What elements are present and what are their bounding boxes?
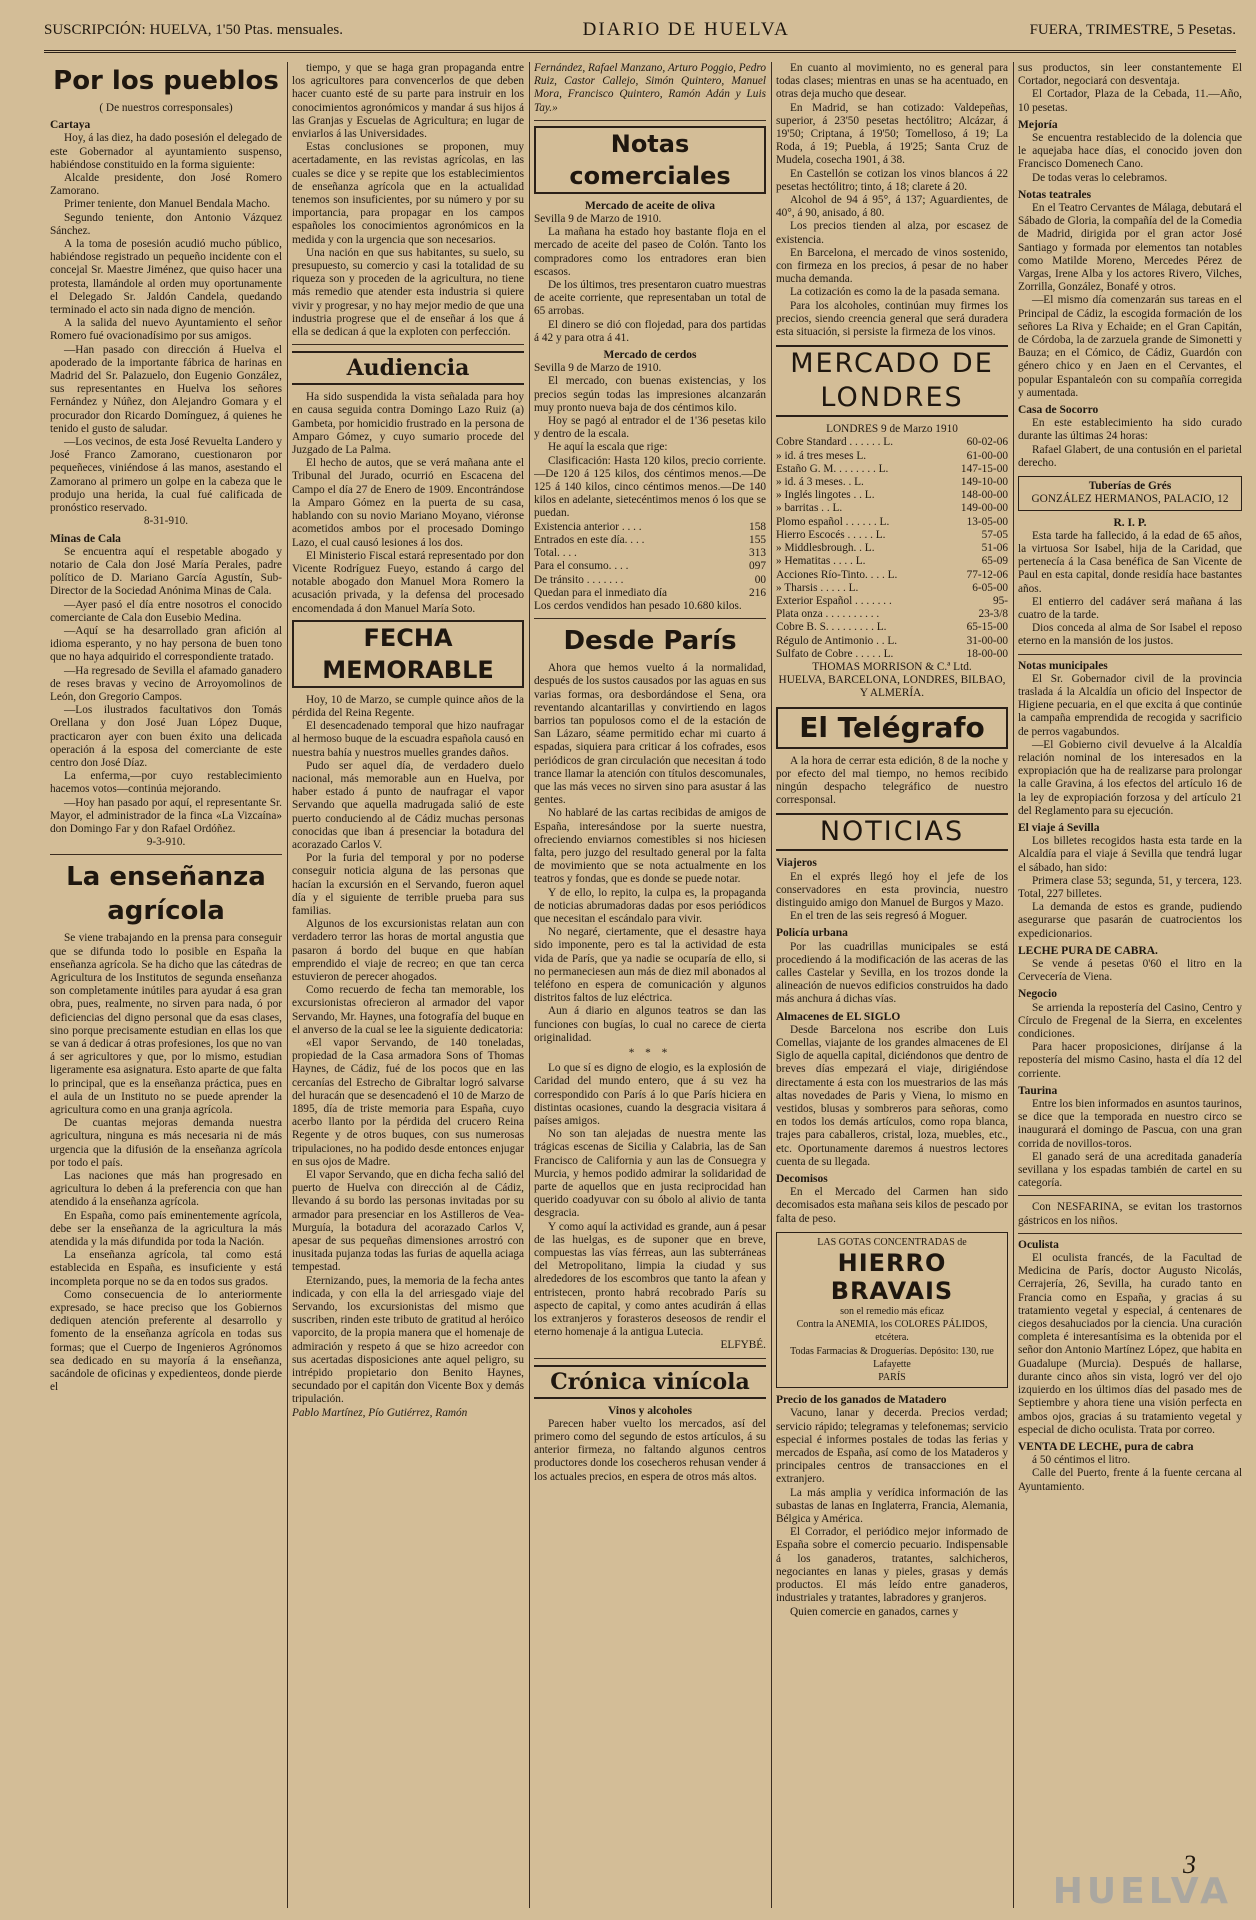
subheading: Cartaya <box>50 119 91 132</box>
paragraph: De los últimos, tres presentaron cuatro muestras de aceite corriente, que representaban un total de 65 arrobas. <box>534 279 766 318</box>
paragraph: Parecen haber vuelto los mercados, así del primero como del segundo de estos artículos, á su anterior firmeza, no faltando algunos centros productores donde los cosecheros rehusan vender á los actuales precios, en espera de otros más altos. <box>534 1417 766 1483</box>
paragraph: De cuantas mejoras demanda nuestra agricultura, ninguna es más necesaria ni de más urgencia que la difusión de la enseñanza agrícola por todo el país. <box>50 1117 282 1169</box>
table-cell: Total. . . . <box>534 547 577 560</box>
table-cell: Plomo español . . . . . . L. <box>776 515 890 528</box>
paragraph: En el tren de las seis regresó á Moguer. <box>790 910 968 923</box>
paragraph: He aquí la escala que rige: <box>548 441 668 454</box>
paragraph: —Aquí se ha desarrollado gran afición al idioma esperanto, y no hay persona de buen tono que no haya adquirido el correspondiente tratado. <box>50 624 282 664</box>
paragraph: Estas conclusiones se proponen, muy acertadamente, en las revistas agrícolas, en las cuales se dice y se repite que los establecimientos de enseñanza agrícola que en la actualidad tenemos son insuficientes, por su número y por su importancia, para propagar en los campos españoles los conocimientos agronómicos en la medida y con la urgencia que son necesarios. <box>292 141 524 246</box>
table-cell: 155 <box>749 533 766 546</box>
column-4 <box>776 62 1008 1908</box>
table-cell: Cobre Standard . . . . . . L. <box>776 436 894 449</box>
paragraph: En Barcelona, el mercado de vinos sostenido, con firmeza en los precios, á pesar de no haber mucha demanda. <box>776 246 1008 286</box>
table-row <box>776 502 1008 515</box>
paragraph: sus productos, sin leer constantemente El Cortador, negociará con desventaja. <box>1018 62 1242 88</box>
table-cell: 13-05-00 <box>966 515 1008 528</box>
table-cell: Hierro Escocés . . . . . L. <box>776 528 886 541</box>
table-row <box>534 547 766 560</box>
table-row <box>776 582 1008 595</box>
column-5 <box>1018 62 1242 1908</box>
table-row <box>776 569 1008 582</box>
centered-line: LONDRES 9 de Marzo 1910 <box>826 423 958 436</box>
ad-line: Tuberías de Grés <box>1088 480 1172 493</box>
paragraph: El hecho de autos, que se verá mañana ante el Tribunal del Jurado, ocurrió en Escacena del Campo el día 27 de Enero de 1909. Encontrándose la Amparo Gómez en la puerta de su casa, hablando con su novio Mariano Moyano, viéronse acometidos ambos por el procesado Domingo Lazo, el cual causó lesiones á los dos. <box>292 457 524 549</box>
table-row <box>534 521 766 534</box>
table-cell: Régulo de Antimonio . . L. <box>776 634 898 647</box>
divider <box>534 1358 766 1359</box>
subscription-local: SUSCRIPCIÓN: HUELVA, 1'50 Ptas. mensuales. <box>44 21 343 38</box>
ad-line: Todas Farmacias & Droguerías. Depósito: 130, rue Lafayette <box>790 1345 994 1370</box>
table-cell: » id. á 3 meses. . L. <box>776 476 864 489</box>
table-cell: Exterior Español . . . . . . . <box>776 594 892 607</box>
centered-line: 8-31-910. <box>143 515 189 528</box>
divider <box>292 344 524 345</box>
table-cell: 57-05 <box>981 528 1008 541</box>
table-cell: 158 <box>749 520 766 533</box>
column-3 <box>534 62 766 1908</box>
subheading: El viaje á Sevilla <box>1018 821 1100 834</box>
subheading: Mercado de aceite de oliva <box>584 199 716 212</box>
ornament: * * * <box>628 1047 672 1059</box>
paragraph: Rafael Glabert, de una contusión en el parietal derecho. <box>1018 443 1242 469</box>
divider <box>1018 1195 1242 1196</box>
paragraph: El mercado, con buenas existencias, y los precios según todas las impresiones alcanzarán muy pronto nueva baja de dos céntimos kilo. <box>534 375 766 414</box>
subheading: R. I. P. <box>1113 516 1147 529</box>
paragraph: Primera clase 53; segunda, 51, y tercera, 123. Total, 227 billetes. <box>1018 874 1242 900</box>
paragraph: La enferma,—por cuyo restablecimiento hacemos votos—continúa mejorando. <box>50 770 282 796</box>
table-row <box>776 595 1008 608</box>
table-cell: 216 <box>749 586 766 599</box>
subheading: Notas teatrales <box>1018 188 1092 201</box>
table-row <box>776 529 1008 542</box>
paragraph: Los cerdos vendidos han pesado 10.680 kilos. <box>534 599 742 612</box>
table-cell: 23-3/8 <box>978 608 1008 621</box>
table-cell: 51-06 <box>981 542 1008 555</box>
paragraph: —El Gobierno civil devuelve á la Alcaldía relación nominal de los interesados en la expropiación que ha de realizarse para prolongar la calle Gravina, á los efectos del artículo 16 de la ley de expropiación forzosa y del artículo 21 del Reglamento para su ejecución. <box>1018 738 1242 817</box>
table-cell: 65-09 <box>981 555 1008 568</box>
centered-line: HUELVA, BARCELONA, LONDRES, BILBAO, Y ALMERÍA. <box>778 674 1006 700</box>
section-heading: Crónica vinícola <box>534 1365 766 1399</box>
paragraph: Sevilla 9 de Marzo de 1910. <box>534 362 662 375</box>
table-row <box>776 542 1008 555</box>
paragraph: Las naciones que más han progresado en agricultura lo deben á la preferencia con que han atendido á la enseñanza agrícola. <box>50 1170 282 1209</box>
ad-line: GONZÁLEZ HERMANOS, PALACIO, 12 <box>1031 493 1229 506</box>
paragraph: Una nación en que sus habitantes, su suelo, su presupuesto, su comercio y casi la totalidad de su riqueza son y proceden de la agricultura, no tiene más remedio que atender esta industria si quiere vivir y progresar, y no hay mejor medio de que una industria progrese que el de enseñar á los que á ella se dedican á que la exploten con perfección. <box>292 246 524 339</box>
paragraph: Lo que sí es digno de elogio, es la explosión de Caridad del mundo entero, que á su vez ha correspondido con París á lo que París hiciera en distintas ocasiones, cuando la desgracia visitara á países amigos. <box>534 1062 766 1128</box>
paragraph: Se arrienda la repostería del Casino, Centro y Círculo de Fregenal de la Sierra, en excelentes condiciones. <box>1018 1001 1242 1041</box>
table-row <box>534 574 766 587</box>
table-cell: 77-12-06 <box>966 568 1008 581</box>
signature: ELFYBÉ. <box>720 1339 766 1352</box>
table-cell: » id. á tres meses L. <box>776 449 867 462</box>
table-cell: Existencia anterior . . . . <box>534 520 642 533</box>
paragraph: Esta tarde ha fallecido, á la edad de 65 años, la virtuosa Sor Isabel, hija de la Caridad, que pertenecía á la Casa benéfica de San Vicente de Paul en esta capital, donde residía hace bastantes años. <box>1018 529 1242 595</box>
paragraph: Clasificación: Hasta 120 kilos, precio corriente.—De 120 á 125 kilos, dos céntimos menos.—De 125 á 140 kilos, cinco céntimos menos.—De 140 kilos en adelante, sietecéntimos menos ó los que se puedan. <box>534 454 766 520</box>
paragraph: Como recuerdo de fecha tan memorable, los excursionistas ofrecieron al armador del vapor Servando, Mr. Haynes, una fotografía del buque en el anverso de la cual se lee la siguiente dedicatoria: <box>292 984 524 1036</box>
paragraph: —Ayer pasó el día entre nosotros el conocido comerciante de Cala don Eusebio Medina. <box>50 598 282 624</box>
paragraph: No son tan alejadas de nuestra mente las trágicas escenas de Sicilia y Calabria, las de San Francisco de California y aun las de Consuegra y Murcia, y hemos podido admirar la solidaridad de parte de aquellos que en justa reciprocidad han querido coadyuvar con su óbolo al alivio de tanta desgracia. <box>534 1128 766 1220</box>
ad-line: HIERRO BRAVAIS <box>830 1249 954 1306</box>
table-row <box>776 489 1008 502</box>
paragraph: Desde Barcelona nos escribe don Luis Comellas, viajante de los grandes almacenes de El Siglo de aquella capital, diciéndonos que dentro de breves días empezará el viaje, dirigiéndose directamente á esta con los muestrarios de las más altas novedades de Paris y Viena, lo mismo en vestidos, blusas y sombreros para señoras, como en todos los demás artículos, como ropa blanca, trajes para caballeros, cristal, loza, muebles, etc., etc. Oportunamente daremos á nuestros lectores cuenta de su llegada. <box>776 1023 1008 1168</box>
section-heading: Desde París <box>563 626 737 657</box>
paragraph: De todas veras lo celebramos. <box>1032 171 1168 184</box>
divider <box>534 618 766 619</box>
paragraph: En el exprés llegó hoy el jefe de los conservadores en esta provincia, nuestro distinguido amigo don Manuel de Burgos y Mazo. <box>776 870 1008 909</box>
table-cell: 95- <box>992 594 1008 607</box>
paragraph: No negaré, ciertamente, que el desastre haya sido imponente, pero es tal la actividad de esta vida de París, que ya nadie se ocuparía de ello, si no permaneciesen aun más de diez mil abonados al teléfono en espera de comunicación y algunos distritos faltos de luz eléctrica. <box>534 926 766 1005</box>
paragraph: Y de ello, lo repito, la culpa es, la propaganda de noticias abrumadoras dadas por esos periódicos que necesitan el escándalo para vivir. <box>534 886 766 925</box>
section-heading: Audiencia <box>292 351 524 385</box>
paragraph: Dios conceda al alma de Sor Isabel el reposo eterno en la mansión de los justos. <box>1018 622 1242 648</box>
table-cell: 65-15-00 <box>966 621 1008 634</box>
table-row <box>776 608 1008 621</box>
paragraph: Se vende á pesetas 0'60 el litro en la Cervecería de Viena. <box>1018 958 1242 984</box>
paragraph: Alcalde presidente, don José Romero Zamorano. <box>50 172 282 198</box>
paragraph: El entierro del cadáver será mañana á las cuatro de la tarde. <box>1018 595 1242 621</box>
table-cell: » Inglés lingotes . . L. <box>776 489 875 502</box>
subheading: LECHE PURA DE CABRA. <box>1018 944 1158 957</box>
subscription-outside: FUERA, TRIMESTRE, 5 Pesetas. <box>1029 21 1236 38</box>
paragraph: —Hoy han pasado por aquí, el representante Sr. Mayor, el administrador de la finca «La Vizcaína» don Domingo Far y don Rafael Ordóñez. <box>50 796 282 835</box>
table-row <box>776 450 1008 463</box>
table-cell: 148-00-00 <box>960 489 1008 502</box>
table-cell: Acciones Río-Tinto. . . . L. <box>776 568 898 581</box>
ad-line: PARÍS <box>878 1372 906 1384</box>
section-heading: El Telégrafo <box>776 707 1008 749</box>
table-cell: Sulfato de Cobre . . . . . L. <box>776 647 894 660</box>
table-row <box>776 555 1008 568</box>
divider <box>534 120 766 121</box>
paragraph: Pudo ser aquel día, de verdadero duelo nacional, más memorable aun en Huelva, por haber estado á punto de naufragar el vapor Servando que aquella madrugada salió de este puerto conduciendo al de Cádiz muchas personas conocidas que iban á presenciar la botadura del acorazado Carlos V. <box>292 759 524 851</box>
table-row <box>776 463 1008 476</box>
paragraph: En el Mercado del Carmen han sido decomisados esta mañana seis kilos de pescado por falta de peso. <box>776 1186 1008 1225</box>
paragraph: Aun á diario en algunos teatros se dan las funciones con bugías, lo cual no carece de cierta originalidad. <box>534 1005 766 1044</box>
paragraph: Eternizando, pues, la memoria de la fecha antes indicada, y con ella la del arriesgado viaje del Servando, los excursionistas del mismo que suscriben, rinden este tributo de gratitud al heróico vaporcito, de la propia manera que el homenaje de admiración y respeto á que se hizo acreedor con sus acertadas disposiciones ante aquel peligro, su intrépido propietario don Benito Haynes, secundado por el capitán don Vicente Box y demás tripulación. <box>292 1274 524 1406</box>
table-cell: 31-00-00 <box>966 634 1008 647</box>
paragraph: Se viene trabajando en la prensa para conseguir que se difunda todo lo posible en España la enseñanza agrícola. Se ha dicho que las cátedras de Agricultura de los Institutos de segunda enseñanza son completamente inútiles para ayudar á esa gran obra, pues, realmente, no sirven para nada, ó por deficiencias del digno personal que da esas clases, sino porque precisamente estudian en ellas los que se van á dedicar á otras profesiones, los que no van á ser agricultores y que, por lo mismo, estudian ligeramente esa asignatura. Esto aparte de que falta lo principal, que es la enseñanza práctica, pues en el aula de un Instituto no se puede aprender la agricultura como en una granja agrícola. <box>50 932 282 1117</box>
column-rule <box>771 62 772 1908</box>
paragraph: A la hora de cerrar esta edición, 8 de la noche y por efecto del mal tiempo, no hemos recibido ningún despacho telegráfico de nuestro corresponsal. <box>776 754 1008 807</box>
page-number: 3 <box>1183 1850 1196 1879</box>
column-rule <box>1013 62 1014 1908</box>
column-rule <box>529 62 530 1908</box>
paragraph: La mañana ha estado hoy bastante floja en el mercado de aceite del paseo de Colón. Tanto los compradores como los entradores eran bien escasos. <box>534 226 766 278</box>
paragraph: Segundo teniente, don Antonio Vázquez Sánchez. <box>50 211 282 237</box>
section-heading: MERCADO DE LONDRES <box>776 345 1008 417</box>
advertisement-box <box>1018 476 1242 510</box>
section-heading: La enseñanza agrícola <box>66 862 266 927</box>
paragraph: Primer teniente, don Manuel Bendala Macho. <box>64 198 271 211</box>
subheading: Oculista <box>1018 1238 1059 1251</box>
divider <box>1018 1233 1242 1234</box>
subheading: Vinos y alcoholes <box>608 1404 692 1417</box>
table-cell: Entrados en este día. . . . <box>534 533 645 546</box>
paragraph: Y como aquí la actividad es grande, aun á pesar de las huelgas, es de suponer que en breve, compuestas las vías férreas, aun las subterráneas del Metropolitano, limpia la ciudad y sus alrededores de los escombros que tanto la afean y entristecen, pronto habrá recobrado París su aspecto de capital, y como antes acudirán á ellas los extranjeros y forasteros deseosos de rendir el eterno homenaje á la antigua Lutecia. <box>534 1220 766 1339</box>
table-row <box>776 436 1008 449</box>
table-cell: Cobre B. S. . . . . . . . . L. <box>776 621 887 634</box>
paragraph: No hablaré de las cartas recibidas de amigos de España, interesándose por la suerte nuestra, ofreciendo enviarnos comestibles si nos hiciesen falta, pero juzgo del resultado general por la falta de movimiento que se nota actualmente en los teatros y fondas, que es donde se puede notar. <box>534 807 766 886</box>
paragraph: Se encuentra aquí el respetable abogado y notario de Cala don José María Perales, padre político de D. Mariano García Agustín, Sub-Director de la Sociedad Anónima Minas de Cala. <box>50 545 282 598</box>
table-cell: » Middlesbrough. . L. <box>776 542 875 555</box>
table-cell: 149-00-00 <box>960 502 1008 515</box>
subheading: Taurina <box>1018 1084 1058 1097</box>
table-cell: Quedan para el inmediato día <box>534 586 667 599</box>
paragraph: Entre los bien informados en asuntos taurinos, se dice que la temporada en nuestro circo se inaugurará el domingo de Pascua, con una gran corrida de novillos-toros. <box>1018 1098 1242 1150</box>
table-cell: Estaño G. M. . . . . . . . L. <box>776 462 889 475</box>
paragraph: Sevilla 9 de Marzo de 1910. <box>534 213 662 226</box>
paragraph: Para hacer proposiciones, diríjanse á la repostería del mismo Casino, hasta el día 12 del corriente. <box>1018 1041 1242 1080</box>
paragraph: —Ha regresado de Sevilla el afamado ganadero de reses bravas y vecino de Arroyomolinos de León, don Gregorio Campos. <box>50 664 282 703</box>
centered-line: 9-3-910. <box>146 836 186 849</box>
subheading: Policía urbana <box>776 927 848 940</box>
paragraph: Los precios tienden al alza, por escasez de existencia. <box>776 220 1008 246</box>
subheading: Precio de los ganados de Matadero <box>776 1394 947 1407</box>
table-cell: 313 <box>749 547 766 560</box>
divider <box>1018 654 1242 655</box>
table-cell: » barritas . . L. <box>776 502 843 515</box>
subheading: Almacenes de EL SIGLO <box>776 1010 901 1023</box>
section-heading: Por los pueblos <box>53 66 279 96</box>
signatories: Pablo Martínez, Pío Gutiérrez, Ramón <box>292 1406 468 1419</box>
centered-line: THOMAS MORRISON & C.ª Ltd. <box>812 660 972 673</box>
paragraph: Hoy, á las diez, ha dado posesión el delegado de este Gobernador al ayuntamiento suspenso, habiéndose constituido en la forma siguiente: <box>50 132 282 171</box>
table-row <box>776 635 1008 648</box>
paragraph: —Los ilustrados facultativos don Tomás Orellana y don José Juan López Duque, practicaron ayer con buen éxito una delicada operación á la esposa del comerciante de este centro don José Díaz. <box>50 704 282 769</box>
paragraph: En cuanto al movimiento, no es general para todas clases; mientras en unas se ha acentuado, en otras deja mucho que desear. <box>776 62 1008 101</box>
paragraph: La demanda de estos es grande, pudiendo asegurarse que pasarán de cuatrocientos los expedicionarios. <box>1018 901 1242 940</box>
paragraph: Por la furia del temporal y por no poderse conseguir noticia alguna de las personas que hacían la excursión en el Servando, fueron aquel día y el siguiente de terrible prueba para sus familias. <box>292 852 524 917</box>
subheading: Mejoría <box>1018 118 1058 131</box>
table-cell: 18-00-00 <box>966 647 1008 660</box>
table-cell: 00 <box>754 573 766 586</box>
ad-line: son el remedio más eficaz <box>840 1306 944 1318</box>
paragraph: Por las cuadrillas municipales se está procediendo á la modificación de las aceras de las calles Castelar y Sevilla, en los trozos donde la alineación de nuevos edificios construidos ha dado más anchura á dichas vías. <box>776 940 1008 1006</box>
table-cell: » Hematitas . . . . L. <box>776 555 866 568</box>
column-2 <box>292 62 524 1908</box>
table-row <box>776 621 1008 634</box>
paragraph: Con NESFARINA, se evitan los trastornos gástricos en los niños. <box>1018 1201 1242 1227</box>
column-rule <box>287 62 288 1908</box>
archive-watermark: HUELVA <box>1052 1871 1232 1912</box>
table-cell: 6-05-00 <box>972 581 1008 594</box>
paragraph: En este establecimiento ha sido curado durante las últimas 24 horas: <box>1018 417 1242 443</box>
paragraph: Se encuentra restablecido de la dolencia que le aquejaba hace días, el conocido joven don Francisco Domenech Cano. <box>1018 132 1242 171</box>
paragraph: El vapor Servando, que en dicha fecha salió del puerto de Huelva con dirección al de Cádiz, llevando á su bordo las personas invitadas por su armador para presenciar en los Astilleros de Vea-Murguía, la botadura del acorazado Carlos V, apesar de sus pequeñas dimensiones arrostró con inusitada pujanza todas las furias de aquella aciaga tempestad. <box>292 1169 524 1274</box>
table-cell: 147-15-00 <box>960 462 1008 475</box>
paragraph: Calle del Puerto, frente á la fuente cercana al Ayuntamiento. <box>1018 1467 1242 1493</box>
centered-line: ( De nuestros corresponsales) <box>99 102 233 114</box>
paragraph: Quien comercie en ganados, carnes y <box>790 1605 959 1618</box>
table-cell: 60-02-06 <box>966 436 1008 449</box>
paragraph: Para los alcoholes, continúan muy firmes los precios, siendo creencia general que será duradera esta situación, si persiste la firmeza de los vinos. <box>776 299 1008 339</box>
table-row <box>776 516 1008 529</box>
subheading: Mercado de cerdos <box>603 349 697 362</box>
subheading: Negocio <box>1018 988 1057 1001</box>
paragraph: El ganado será de una acreditada ganadería sevillana y los espadas también de cartel en su categoría. <box>1018 1150 1242 1190</box>
column-1 <box>50 62 282 1908</box>
table-row <box>776 476 1008 489</box>
paragraph: Como consecuencia de lo anteriormente expresado, se hace preciso que los Gobiernos dediquen atención preferente al desarrollo y fomento de la enseñanza agrícola en todas sus formas; que el Cuerpo de Ingenieros Agrónomos sea dedicado en su mayoría á la enseñanza, sacándole de oficinas y expedienteos, donde pierde el <box>50 1288 282 1394</box>
table-cell: Plata onza . . . . . . . . . . <box>776 608 880 621</box>
paragraph: —Los vecinos, de esta José Revuelta Landero y José Franco Zamorano, cuestionaron por pequeñeces, viniéndose á las manos, asestando el Zamorano al primero un golpe en la cabeza que le produjo una herida, la cual fué calificada de pronóstico reservado. <box>50 436 282 515</box>
paragraph: La más amplia y verídica información de las subastas de lanas en Inglaterra, Francia, Alemania, Bélgica y América. <box>776 1486 1008 1526</box>
subheading: VENTA DE LECHE, pura de cabra <box>1018 1440 1194 1453</box>
masthead <box>44 10 1236 53</box>
paragraph: En Castellón se cotizan los vinos blancos á 22 pesetas hectólitro; tinto, á 18; clarete á 20. <box>776 167 1008 193</box>
section-heading: Notas comerciales <box>534 126 766 194</box>
divider <box>50 854 282 855</box>
paragraph: Vacuno, lanar y decerda. Precios verdad; servicio rápido; telegramas y telefonemas; servicio especial é informes postales de todas las ferias y mercados de España, así como de los Mataderos y principales centros de transacciones en el extranjero. <box>776 1407 1008 1486</box>
paragraph: —El mismo día comenzarán sus tareas en el Principal de Cádiz, la escogida formación de los señores La Riva y Echaide; en el Gran Capitán, de Córdoba, la de zarzuela grande de Simonetti y Bauza; en el Cómico, de Cádiz, Guardón con género chico y en Jaen en el Cervantes, el popular Espantaleón con su compañía corregida y aumentada. <box>1018 294 1242 399</box>
signatories: Fernández, Rafael Manzano, Arturo Poggio, Pedro Ruiz, Castor Callejo, Simón Quintero, Manuel Mora, Francisco Quintero, Ramón Adán y Luis Tay.» <box>534 62 766 114</box>
subheading: Casa de Socorro <box>1018 404 1099 417</box>
ad-line: Contra la ANEMIA, los COLORES PÁLIDOS, etcétera. <box>796 1319 988 1344</box>
paragraph: —Han pasado con dirección á Huelva el apoderado de la importante fábrica de harinas en Madrid del Sr. Palazuelo, don Eugenio González, sus representantes en Huelva los señores Fernández y Núñez, don Alejandro Gomara y el procurador don Ricardo Domínguez, á quienes he tenido el gusto de saludar. <box>50 343 282 435</box>
table-cell: 149-10-00 <box>960 476 1008 489</box>
paragraph: «El vapor Servando, de 140 toneladas, propiedad de la Casa armadora Sons of Thomas Haynes, de Cádiz, fué de los pocos que en las cercanías del Estrecho de Gibraltar logró salvarse del huracán que se desencadenó el 10 de Marzo de 1895, día de triste memoria para España, cuyo acerbo llanto por la pérdida del crucero Reina Regente y de otros buques, con sus numerosas tripulaciones, no ha podido desde entonces enjugar en sus ojos de Madre. <box>292 1037 524 1168</box>
paragraph: Hoy, 10 de Marzo, se cumple quince años de la pérdida del Reina Regente. <box>292 693 524 719</box>
subheading: Viajeros <box>776 857 817 870</box>
paragraph: Los billetes recogidos hasta esta tarde en la Alcaldía para el viaje á Sevilla que tendrá lugar el sábado, han sido: <box>1018 835 1242 874</box>
table-row <box>534 560 766 573</box>
paragraph: Ha sido suspendida la vista señalada para hoy en causa seguida contra Domingo Lazo Ruiz (a) Gambeta, por homicidio frustrado en la persona de Amparo Gómez, y cuyo sumario procede del Juzgado de La Palma. <box>292 391 524 457</box>
table-row <box>534 534 766 547</box>
paragraph: Alcohol de 94 á 95°, á 137; Aguardientes, de 40°, á 90, anisado, á 80. <box>776 194 1008 220</box>
table-cell: Para el consumo. . . . <box>534 560 629 573</box>
paragraph: El oculista francés, de la Facultad de Medicina de París, doctor Augusto Nicolás, Cerrajería, 26, Sevilla, ha curado tanto en Francia como en España, y gracias á su tratamiento vegetal y especial, á centenares de ciegos desahuciados por la ciencia. Una curación completa é interesantísima es la obtenida por el señor don Antonio Martínez López, que habita en Guadalupe (Murcia). Después de hallarse, durante cinco años sin vista, logró ver del ojo izquierdo en los últimos días del pasado mes de Septiembre y ahora tiene una visión perfecta en ambos ojos, gracias á su tratamiento vegetal y especial de dicho oculista. Trata por correo. <box>1018 1252 1242 1436</box>
table-cell: » Tharsis . . . . . L. <box>776 581 859 594</box>
paragraph: La enseñanza agrícola, tal como está establecida en España, es insuficiente y está incompleta porque no se da en todos sus grados. <box>50 1249 282 1288</box>
section-heading: NOTICIAS <box>776 813 1008 851</box>
table-row <box>776 648 1008 661</box>
section-heading: FECHA MEMORABLE <box>292 620 524 688</box>
subheading: Decomisos <box>776 1173 828 1186</box>
table-row <box>534 587 766 600</box>
paragraph: tiempo, y que se haga gran propaganda entre los agricultores para convencerlos de que deben hacer cuanto esté de su parte para instruir en los conocimientos agronómicos y mandar á sus hijos á las Granjas y Escuelas de Agricultura; en lugar de enviarlos á las Universidades. <box>292 62 524 141</box>
paragraph: A la toma de posesión acudió mucho público, habiéndose registrado un pequeño incidente con el concejal Sr. Maestre Jiménez, que quiso hacer una protesta, llamándole al orden muy oportunamente el Delegado Sr. Jaldón Candela, quedando terminado el acto sin nada digno de mención. <box>50 238 282 317</box>
paragraph: En Madrid, se han cotizado: Valdepeñas, superior, á 23'50 pesetas hectólitro; Alcázar, á 19'50; Criptana, á 19'50; Tomelloso, á 19; La Roda, á 19; Puebla, á 19'25; Santa Cruz de Mudela, cosecha 1901, á 38. <box>776 101 1008 167</box>
paragraph: á 50 céntimos el litro. <box>1032 1454 1131 1467</box>
paragraph: Algunos de los excursionistas relatan aun con verdadero terror las horas de mortal angustia que pasaron á bordo del buque en que habían emprendido el viaje de recreo; en que tan cerca estuvieron de perecer ahogados. <box>292 918 524 983</box>
table-cell: 61-00-00 <box>966 449 1008 462</box>
paragraph: Hoy se pagó al entrador el de 1'36 pesetas kilo y dentro de la escala. <box>534 415 766 441</box>
newspaper-title: DIARIO DE HUELVA <box>582 19 790 40</box>
table-cell: 097 <box>749 560 766 573</box>
paragraph: El Corrador, el periódico mejor informado de España sobre el comercio pecuario. Indispensable á los ganaderos, tratantes, salchicheros, negociantes en lanas y pieles, grasas y demás productos. El más leído entre ganaderos, industriales y tratantes, labradores y granjeros. <box>776 1526 1008 1605</box>
paragraph: La cotización es como la de la pasada semana. <box>790 286 1000 299</box>
table-cell: De tránsito . . . . . . . <box>534 573 624 586</box>
paragraph: El Cortador, Plaza de la Cebada, 11.—Año, 10 pesetas. <box>1018 88 1242 114</box>
paragraph: El Ministerio Fiscal estará representado por don Vicente Rodríguez Fueyo, estando á cargo del notable abogado don Manuel Mora Romero la acusación privada, y la defensa del procesado encomendada á don Manuel María Soto. <box>292 549 524 615</box>
subheading: Notas municipales <box>1018 659 1108 672</box>
paragraph: En el Teatro Cervantes de Málaga, debutará el Sábado de Gloria, la compañía del de la Comedia de Madrid, dirigida por el gran actor José Santiago y formada por elementos tan notables como Matilde Moreno, Mercedes Pérez de Vargas, Irene Alba y los actores Rivero, Vilches, Zorrilla, González, Bonafé y otros. <box>1018 202 1242 294</box>
paragraph: El Sr. Gobernador civil de la provincia traslada á la Alcaldía un oficio del Inspector de Higiene pecuaria, en el que excita á que continúe la campaña emprendida de recogida y sacrificio de perros vagabundos. <box>1018 672 1242 738</box>
subheading: Minas de Cala <box>50 532 121 545</box>
paragraph: A la salida del nuevo Ayuntamiento el señor Romero fué ovacionadísimo por sus amigos. <box>50 317 282 343</box>
ad-line: LAS GOTAS CONCENTRADAS de <box>817 1236 967 1248</box>
paragraph: El dinero se dió con flojedad, para dos partidas á 42 y para otra á 41. <box>534 318 766 344</box>
paragraph: El desencadenado temporal que hizo naufragar al hermoso buque de la escuadra española causó en nuestra bahía y nuestros muelles grandes daños. <box>292 720 524 759</box>
paragraph: Ahora que hemos vuelto á la normalidad, después de los sustos causados por las aguas en sus varias formas, ora desbordándose el Sena, ora reventando alcantarillas y convirtiendo en lagos barrios tan populosos como el de la estación de San Lázaro, séame permitido echar mi cuarto á espadas, siquiera para criticar á los cofrades, esos periódicos de gran circulación que necesitan á todo trance llamar la atención con títulos descomunales, que las más veces no sirven sino para asustar á las gentes. <box>534 662 766 807</box>
paragraph: En España, como país eminentemente agrícola, debe ser la enseñanza de la agricultura la más atendida y la más difundida por toda la Nación. <box>50 1209 282 1249</box>
hierro-bravais-ad <box>776 1232 1008 1388</box>
